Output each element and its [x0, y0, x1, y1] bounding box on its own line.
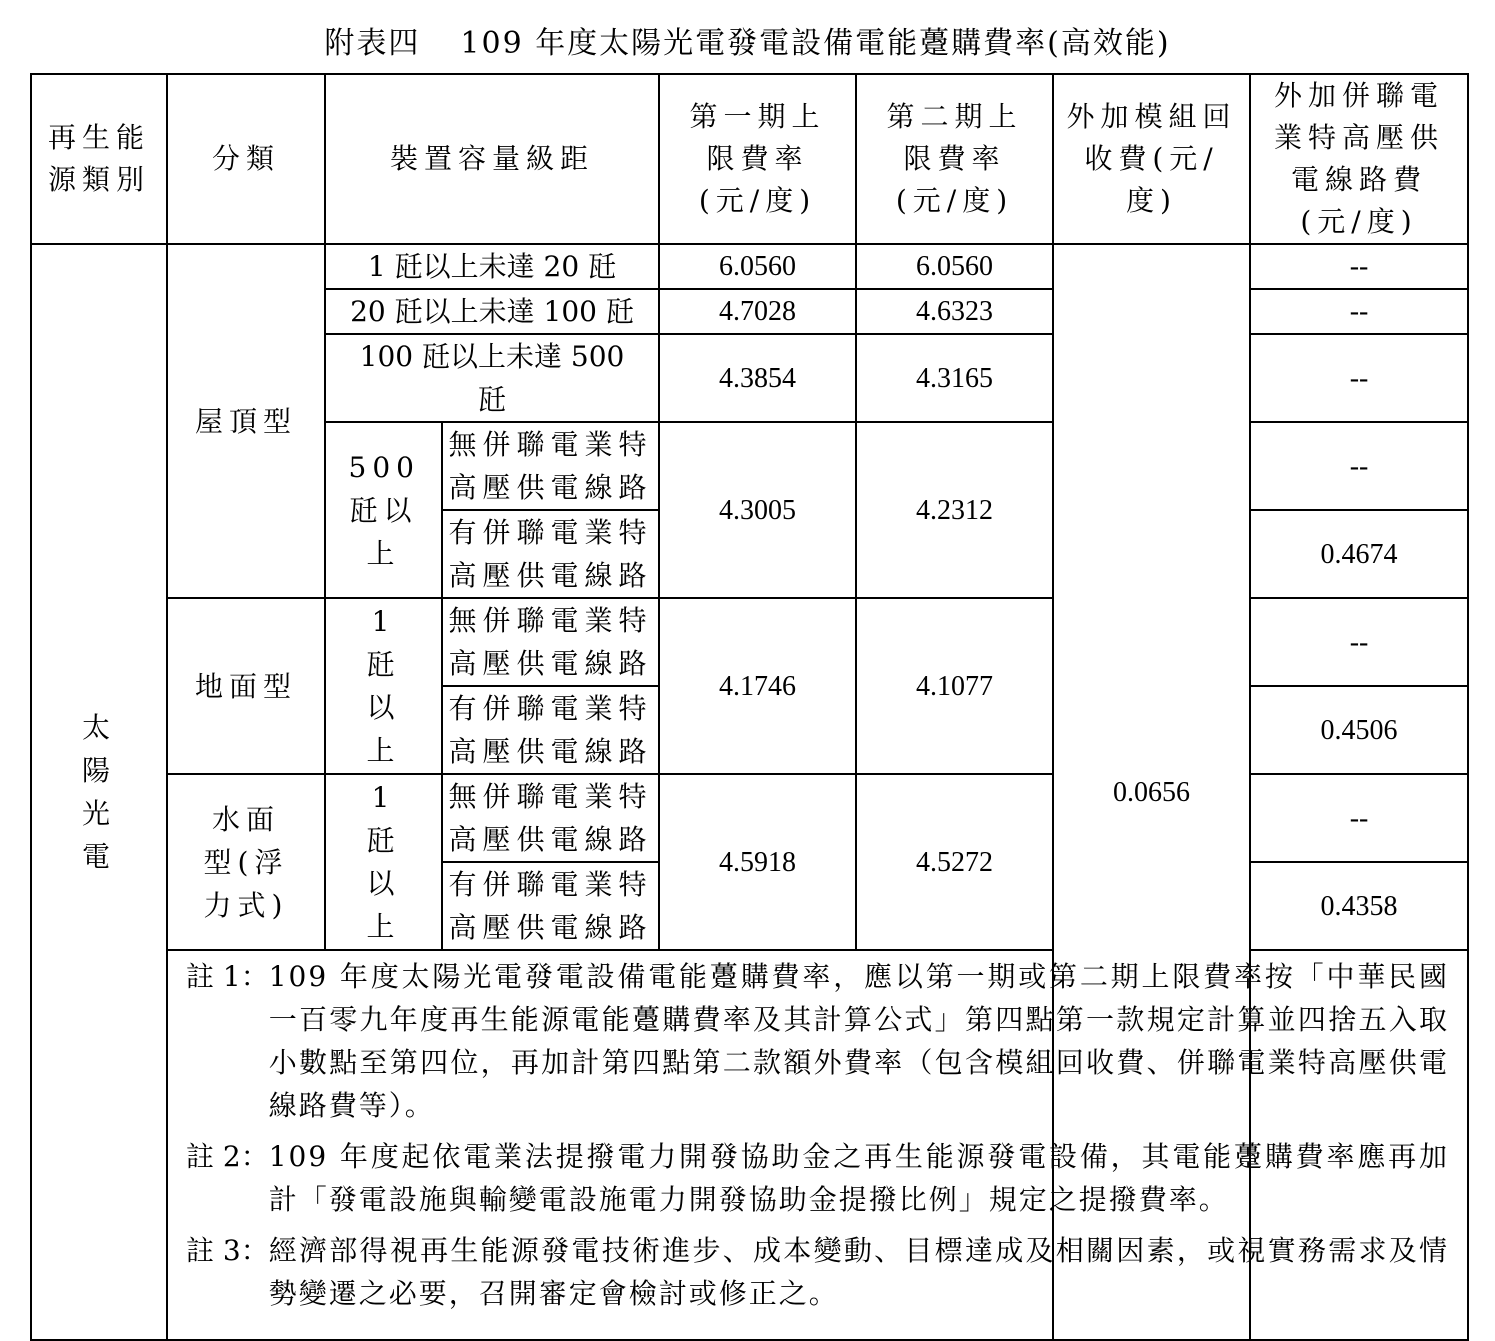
- phase1-value: 4.1746: [659, 598, 856, 774]
- header-capacity: 裝置容量級距: [325, 74, 659, 244]
- rooftop-label: 屋頂型: [167, 244, 325, 598]
- note-3: [186, 1229, 1449, 1315]
- capacity-cell: 20 瓩以上未達 100 瓩: [325, 289, 659, 334]
- note-text: 經濟部得視再生能源發電技術進步、成本變動、目標達成及相關因素，或視實務需求及情勢變遷之必要，召開審定會檢討或修正之。: [268, 1234, 1450, 1310]
- note-text: 109 年度太陽光電發電設備電能躉購費率，應以第一期或第二期上限費率按「中華民國一百零九年度再生能源電能躉購費率及其計算公式」第四點第一款規定計算並四捨五入取小數點至第四位，再加計第四點第二款額外費率（包含模組回收費、併聯電業特高壓供電線路費等）。: [268, 960, 1450, 1122]
- note-label: 註 3：: [186, 1234, 269, 1267]
- table-row: [31, 244, 1468, 289]
- note-1: [186, 955, 1449, 1127]
- capacity-cell: 100 瓩以上未達 500 瓩: [325, 334, 659, 422]
- phase1-value: 4.3854: [659, 334, 856, 422]
- grid-condition-cell: 有併聯電業特高壓供電線路: [442, 510, 659, 598]
- table-row: [31, 774, 1468, 862]
- phase2-value: 4.1077: [856, 598, 1053, 774]
- table-row: [31, 598, 1468, 686]
- grid-condition-cell: 無併聯電業特高壓供電線路: [442, 774, 659, 862]
- note-label: 註 1：: [186, 960, 269, 993]
- phase1-value: 4.7028: [659, 289, 856, 334]
- floating-label: 水面型(浮力式): [167, 774, 325, 950]
- header-grid-line: 外加併聯電業特高壓供電線路費(元/度): [1250, 74, 1468, 244]
- notes-row: [31, 950, 1468, 1340]
- rate-table: [30, 73, 1469, 1341]
- capacity-cell: 1 瓩以上: [325, 598, 442, 774]
- phase1-value: 6.0560: [659, 244, 856, 289]
- title-prefix: 附表四: [324, 26, 421, 61]
- grid-fee-value: 0.4506: [1250, 686, 1468, 774]
- header-phase2: 第二期上限費率(元/度): [856, 74, 1053, 244]
- note-text: 109 年度起依電業法提撥電力開發協助金之再生能源發電設備，其電能躉購費率應再加計「發電設施與輸變電設施電力開發協助金提撥比例」規定之提撥費率。: [268, 1140, 1450, 1216]
- phase1-value: 4.3005: [659, 422, 856, 598]
- header-row: [31, 74, 1468, 244]
- grid-fee-value: --: [1250, 334, 1468, 422]
- header-category: 再生能源類別: [31, 74, 167, 244]
- capacity-cell: 1 瓩以上未達 20 瓩: [325, 244, 659, 289]
- note-label: 註 2：: [186, 1140, 269, 1173]
- phase1-value: 4.5918: [659, 774, 856, 950]
- grid-fee-value: --: [1250, 289, 1468, 334]
- grid-condition-cell: 無併聯電業特高壓供電線路: [442, 422, 659, 510]
- grid-condition-cell: 無併聯電業特高壓供電線路: [442, 598, 659, 686]
- phase2-value: 4.3165: [856, 334, 1053, 422]
- phase2-value: 6.0560: [856, 244, 1053, 289]
- grid-fee-value: --: [1250, 422, 1468, 510]
- capacity-cell: 500 瓩以上: [325, 422, 442, 598]
- category-cell: 太陽光電: [31, 244, 167, 1340]
- header-phase1: 第一期上限費率(元/度): [659, 74, 856, 244]
- notes-cell: [167, 950, 1468, 1340]
- grid-fee-value: --: [1250, 774, 1468, 862]
- page-title: [0, 18, 1495, 62]
- grid-fee-value: --: [1250, 244, 1468, 289]
- note-2: [186, 1135, 1449, 1221]
- module-recycle-value: 0.0656: [1053, 244, 1250, 1340]
- grid-fee-value: 0.4358: [1250, 862, 1468, 950]
- grid-fee-value: --: [1250, 598, 1468, 686]
- grid-fee-value: 0.4674: [1250, 510, 1468, 598]
- ground-label: 地面型: [167, 598, 325, 774]
- header-type: 分類: [167, 74, 325, 244]
- capacity-cell: 1 瓩以上: [325, 774, 442, 950]
- header-module-recycle: 外加模組回收費(元/度): [1053, 74, 1250, 244]
- phase2-value: 4.6323: [856, 289, 1053, 334]
- title-text: 109 年度太陽光電發電設備電能躉購費率(高效能): [460, 26, 1171, 61]
- phase2-value: 4.5272: [856, 774, 1053, 950]
- phase2-value: 4.2312: [856, 422, 1053, 598]
- grid-condition-cell: 有併聯電業特高壓供電線路: [442, 686, 659, 774]
- grid-condition-cell: 有併聯電業特高壓供電線路: [442, 862, 659, 950]
